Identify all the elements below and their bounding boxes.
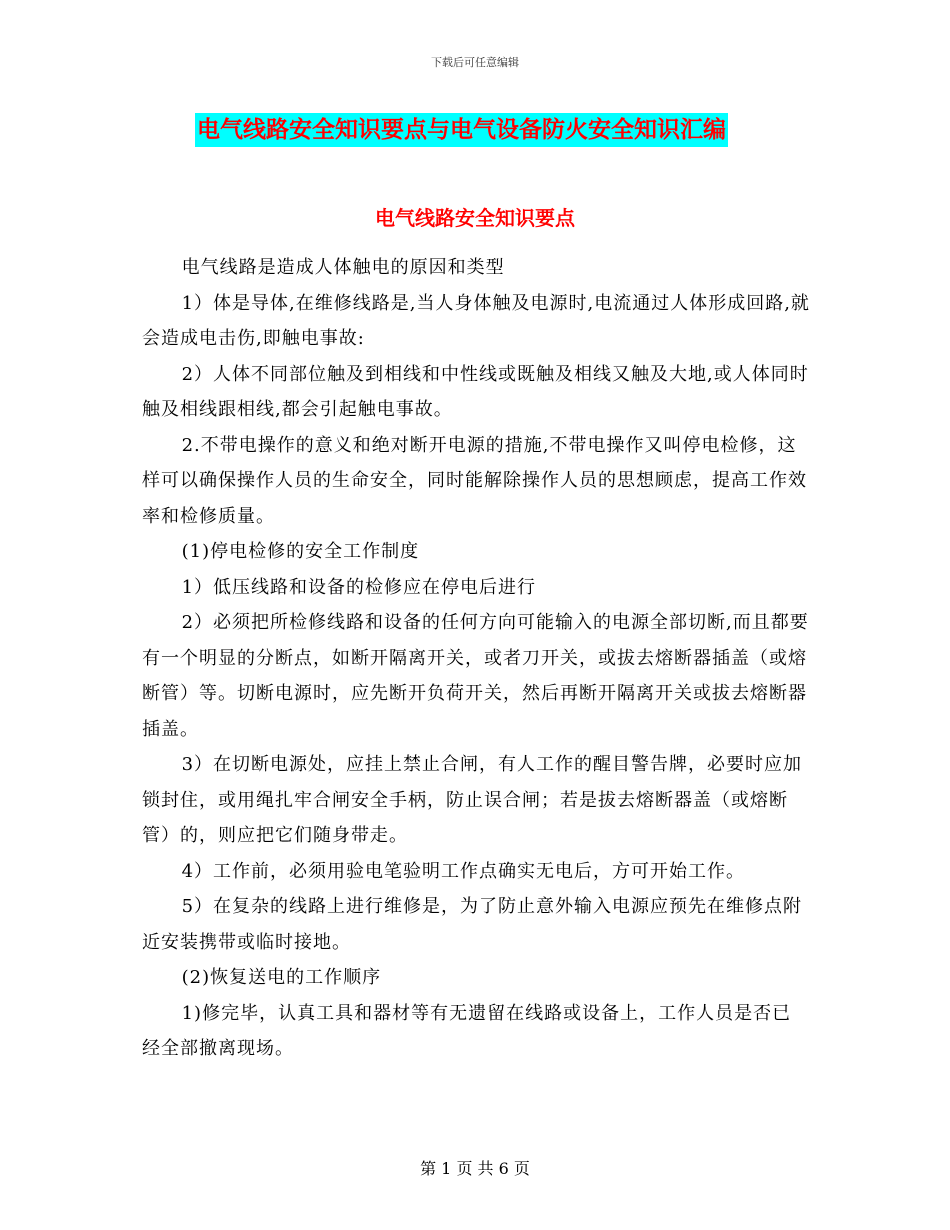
header-note: 下载后可任意编辑 <box>431 56 519 69</box>
paragraph: 1）体是导体,在维修线路是,当人身体触及电源时,电流通过人体形成回路,就会造成电击伤,即触电事故: <box>142 292 810 349</box>
document-title: 电气线路安全知识要点与电气设备防火安全知识汇编 <box>195 113 728 147</box>
paragraph: (2)恢复送电的工作顺序 <box>181 967 382 988</box>
paragraph: 电气线路是造成人体触电的原因和类型 <box>181 257 505 278</box>
page-number: 第 1 页 共 6 页 <box>420 1159 530 1178</box>
paragraph: 1）低压线路和设备的检修应在停电后进行 <box>181 576 537 598</box>
paragraph: 2）人体不同部位触及到相线和中性线或既触及相线又触及大地,或人体同时触及相线跟相线,都会引起触电事故。 <box>142 363 809 420</box>
paragraph: (1)停电检修的安全工作制度 <box>181 541 420 562</box>
paragraph: 2）必须把所检修线路和设备的任何方向可能输入的电源全部切断,而且都要有一个明显的分断点，如断开隔离开关，或者刀开关，或拔去熔断器插盖（或熔断管）等。切断电源时，应先断开负荷开关，然后再断开隔离开关或拔去熔断器插盖。 <box>142 612 809 740</box>
paragraph: 3）在切断电源处，应挂上禁止合闸，有人工作的醒目警告牌，必要时应加锁封住，或用绳扎牢合闸安全手柄，防止误合闸；若是拔去熔断器盖（或熔断管）的，则应把它们随身带走。 <box>142 754 803 846</box>
paragraph: 4）工作前，必须用验电笔验明工作点确实无电后，方可开始工作。 <box>181 860 746 882</box>
paragraph: 2.不带电操作的意义和绝对断开电源的措施,不带电操作又叫停电检修，这样可以确保操作人员的生命安全，同时能解除操作人员的思想顾虑，提高工作效率和检修质量。 <box>142 434 807 527</box>
section-title: 电气线路安全知识要点 <box>375 206 575 230</box>
paragraph: 1)修完毕，认真工具和器材等有无遗留在线路或设备上，工作人员是否已经全部撤离现场。 <box>142 1002 792 1059</box>
body-text <box>142 250 810 1067</box>
paragraph: 5）在复杂的线路上进行维修是，为了防止意外输入电源应预先在维修点附近安装携带或临时接地。 <box>142 896 803 953</box>
